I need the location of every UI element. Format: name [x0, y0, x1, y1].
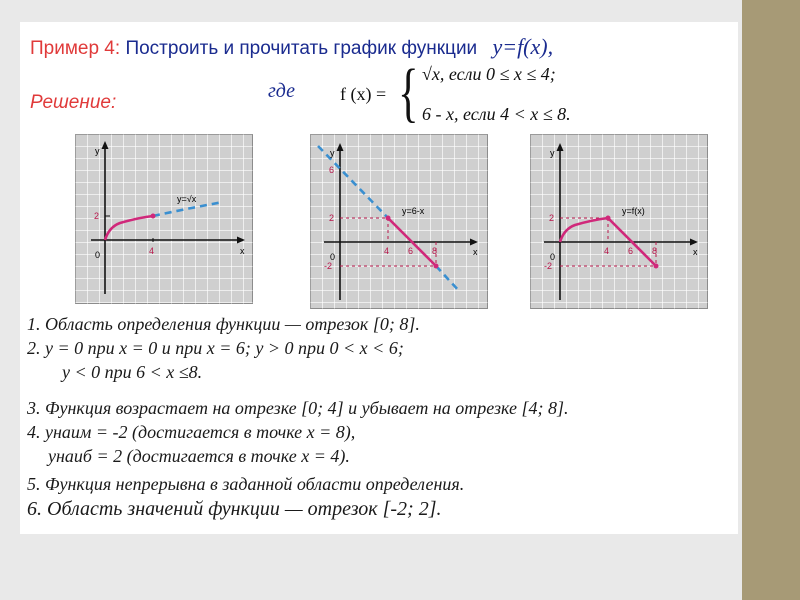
- piecewise-brace: {: [398, 56, 419, 129]
- property-continuity: 5. Функция непрерывна в заданной области определения.: [27, 474, 465, 494]
- line-label: y=6-x: [402, 206, 425, 216]
- y-tick-label-2: 2: [94, 211, 100, 221]
- property-max: yнаиб = 2 (достигается в точке x = 4).: [48, 446, 350, 466]
- property-monotonic: 3. Функция возрастает на отрезке [0; 4] и убывает на отрезке [4; 8].: [27, 398, 569, 418]
- y-axis-label: y: [95, 146, 100, 156]
- point-4-2: [151, 214, 156, 219]
- function-lhs: f (x) =: [340, 84, 387, 104]
- origin-label: 0: [550, 252, 556, 262]
- function-label: y=f(x): [622, 206, 645, 216]
- slide: [20, 22, 738, 534]
- property-negative: y < 0 при 6 < x ≤8.: [62, 362, 203, 382]
- point-8-minus-2: [654, 264, 659, 269]
- x-tick-label-6: 6: [408, 246, 414, 256]
- y-tick-label-6: 6: [329, 165, 335, 175]
- property-min: 4. yнаим = -2 (достигается в точке x = 8),: [27, 422, 356, 442]
- graph-grid: [531, 135, 708, 309]
- x-tick-label-4: 4: [604, 246, 610, 256]
- graph-grid: [311, 135, 488, 309]
- x-tick-label-4: 4: [384, 246, 390, 256]
- property-zeros: 2. y = 0 при x = 0 и при x = 6; y > 0 при 0 < x < 6;: [27, 338, 404, 358]
- y-axis-label: y: [550, 148, 555, 158]
- y-tick-label-minus-2: -2: [544, 261, 553, 271]
- decorative-sidebar: [742, 0, 800, 600]
- y-tick-label-2: 2: [329, 213, 335, 223]
- graph-sqrt: [75, 134, 253, 304]
- x-tick-label-8: 8: [432, 246, 438, 256]
- origin-label: 0: [330, 252, 336, 262]
- function-notation: y=f(x),: [492, 34, 554, 59]
- property-domain: 1. Область определения функции — отрезок [0; 8].: [27, 314, 420, 334]
- y-tick-label-2: 2: [549, 213, 555, 223]
- piecewise-case-1: √x, если 0 ≤ x ≤ 4;: [422, 64, 556, 84]
- solution-label: Решение:: [30, 92, 117, 113]
- x-tick-label-6: 6: [628, 246, 634, 256]
- example-number: Пример 4:: [30, 38, 121, 59]
- point-4-2: [386, 216, 391, 221]
- x-axis-label: x: [693, 247, 698, 257]
- x-axis-label: x: [240, 246, 245, 256]
- origin-label: 0: [95, 250, 101, 260]
- graph-combined: [530, 134, 708, 309]
- x-tick-label-4: 4: [149, 246, 155, 256]
- y-axis-label: y: [330, 148, 335, 158]
- point-4-2: [606, 216, 611, 221]
- point-8-minus-2: [434, 264, 439, 269]
- where-label: где: [268, 80, 296, 102]
- graph-grid: [76, 135, 253, 304]
- slide-title: [30, 34, 553, 60]
- task-text: Построить и прочитать график функции: [125, 38, 478, 59]
- piecewise-case-2: 6 - x, если 4 < x ≤ 8.: [422, 104, 571, 124]
- property-range: 6. Область значений функции — отрезок [-2; 2].: [27, 498, 442, 520]
- y-tick-label-minus-2: -2: [324, 261, 333, 271]
- x-tick-label-8: 8: [652, 246, 658, 256]
- graph-linear: [310, 134, 488, 309]
- curve-label: y=√x: [177, 194, 197, 204]
- x-axis-label: x: [473, 247, 478, 257]
